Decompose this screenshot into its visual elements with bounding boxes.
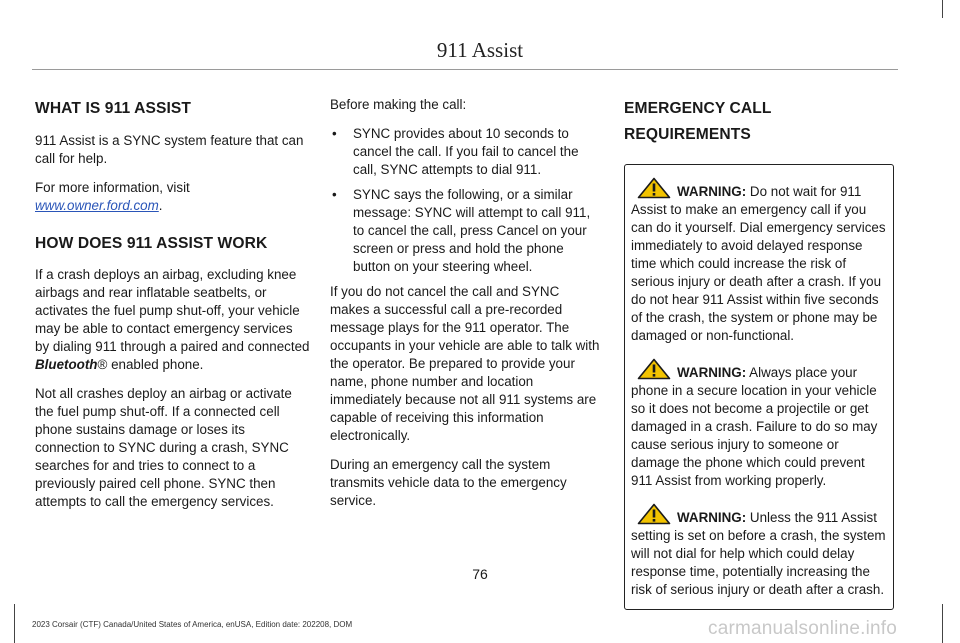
link-period: . xyxy=(158,198,163,213)
heading-emergency-call: EMERGENCY CALL xyxy=(624,100,772,117)
warning-2 xyxy=(631,358,889,490)
warning-box xyxy=(624,164,894,610)
how-paragraph-1 xyxy=(35,266,310,374)
how-paragraph-1-suffix: ® enabled phone. xyxy=(97,357,204,372)
list-item-text: SYNC says the following, or a similar message: SYNC will attempt to call 911, to cancel the call, press Cancel on your screen or press and hold the phone button on your steering wheel. xyxy=(353,187,591,274)
crop-mark-top-right xyxy=(942,0,943,18)
warning-label: WARNING: xyxy=(677,184,747,199)
list-item xyxy=(330,125,602,179)
page-title: 911 Assist xyxy=(436,38,524,62)
warning-1 xyxy=(631,177,889,345)
warning-text: Unless the 911 Assist setting is set on before a crash, the system will not dial for help which could delay response time, potentially increasing the risk of serious injury or death after a crash. xyxy=(631,510,886,597)
warning-triangle-icon xyxy=(637,358,671,380)
before-call-list xyxy=(330,125,602,276)
warning-triangle-icon xyxy=(637,503,671,525)
warning-label: WARNING: xyxy=(677,510,747,525)
what-paragraph-2-text: For more information, visit xyxy=(35,180,190,195)
header-divider xyxy=(32,69,898,70)
vehicle-data-paragraph: During an emergency call the system transmits vehicle data to the emergency service. xyxy=(330,457,567,508)
bullet-marker: • xyxy=(332,187,337,202)
call-paragraph: If you do not cancel the call and SYNC makes a successful call a pre-recorded message plays for the 911 operator. The occupants in your vehicle are able to talk with the operator. Be prepared to provide your name, phone number and location immediately because not all 911 systems are capable of receiving this information electronically. xyxy=(330,284,600,443)
page-number: 76 xyxy=(472,566,488,582)
crop-mark-bottom-left xyxy=(14,604,15,643)
owner-site-link[interactable]: www.owner.ford.com xyxy=(35,198,159,213)
before-call-intro: Before making the call: xyxy=(330,97,467,112)
heading-how-does: HOW DOES 911 ASSIST WORK xyxy=(35,235,268,252)
bluetooth-term: Bluetooth xyxy=(35,357,98,372)
warning-label: WARNING: xyxy=(677,365,747,380)
heading-requirements: REQUIREMENTS xyxy=(624,126,751,143)
what-paragraph-1: 911 Assist is a SYNC system feature that can call for help. xyxy=(35,133,304,166)
what-paragraph-2 xyxy=(35,179,310,215)
how-paragraph-2: Not all crashes deploy an airbag or activate the fuel pump shut-off. If a connected cell phone sustains damage or loses its connection to SYNC during a crash, SYNC searches for and tries to connect to a previously paired cell phone. SYNC then attempts to call the emergency services. xyxy=(35,386,292,509)
list-item-text: SYNC provides about 10 seconds to cancel the call. If you fail to cancel the call, SYNC attempts to dial 911. xyxy=(353,126,579,177)
warning-triangle-icon xyxy=(637,177,671,199)
column-left xyxy=(35,96,310,522)
edition-footer: 2023 Corsair (CTF) Canada/United States of America, enUSA, Edition date: 202208, DOM xyxy=(32,620,353,629)
column-right xyxy=(624,96,894,610)
warning-text: Do not wait for 911 Assist to make an emergency call if you can do it yourself. Dial emergency services immediately to avoid delayed response time which could increase the risk of serious injury or death after a crash. If you do not hear 911 Assist within five seconds of the crash, the system or phone may be damaged or non-functional. xyxy=(631,184,886,343)
crop-mark-bottom-right xyxy=(942,604,943,643)
column-middle xyxy=(330,96,602,521)
heading-what-is: WHAT IS 911 ASSIST xyxy=(35,100,192,117)
bullet-marker: • xyxy=(332,126,337,141)
watermark: carmanualsonline.info xyxy=(708,618,898,639)
list-item xyxy=(330,186,602,276)
how-paragraph-1-text: If a crash deploys an airbag, excluding knee airbags and rear inflatable seatbelts, or activates the fuel pump shut-off, your vehicle may be able to contact emergency services by dialing 911 through a paired and connected xyxy=(35,267,310,354)
warning-text: Always place your phone in a secure location in your vehicle so it does not become a projectile or get damaged in a crash. Failure to do so may cause serious injury to someone or damage the phone which could prevent 911 Assist from working properly. xyxy=(631,365,878,488)
warning-3 xyxy=(631,503,889,599)
